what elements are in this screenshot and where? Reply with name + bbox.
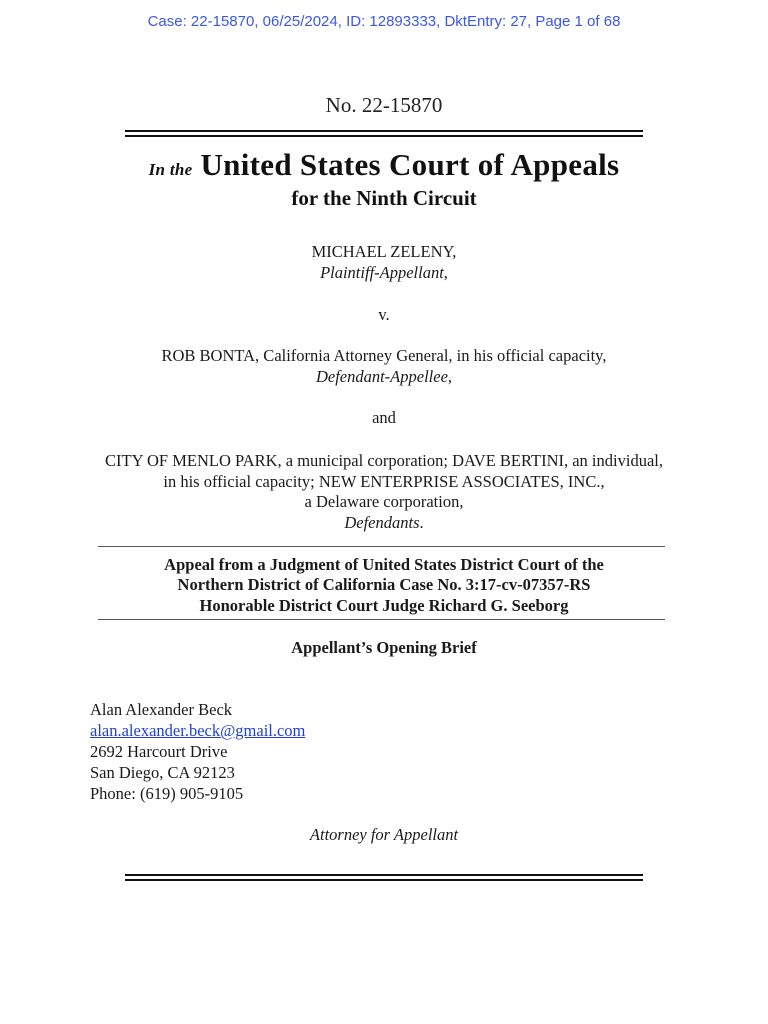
defendants-role-suffix: . [419,513,424,532]
attorney-email-link[interactable]: alan.alexander.beck@gmail.com [90,721,306,740]
attorney-street: 2692 Harcourt Drive [90,742,228,761]
defendants-role: Defendants [344,513,420,532]
top-double-rule [125,130,643,137]
attorney-role: Attorney for Appellant [309,825,459,844]
court-title [0,147,768,183]
appeal-line-1: Appeal from a Judgment of United States District Court of the [164,555,604,574]
defendants-line-2: in his official capacity; NEW ENTERPRISE ASSOCIATES, INC., [163,472,605,491]
defendant-appellee-role-line [0,366,768,387]
plaintiff-role-line [0,262,768,283]
bottom-double-rule [125,874,643,881]
defendants-line-3: a Delaware corporation, [304,492,464,511]
attorney-phone: Phone: (619) 905-9105 [90,784,244,803]
brief-title: Appellant’s Opening Brief [291,638,477,657]
circuit-name: for the Ninth Circuit [291,186,477,210]
attorney-city: San Diego, CA 92123 [90,763,235,782]
conjunction-and: and [372,408,396,427]
docket-stamp: Case: 22-15870, 06/25/2024, ID: 12893333, DktEntry: 27, Page 1 of 68 [147,13,621,30]
plaintiff-name: MICHAEL ZELENY, [311,242,457,261]
defendant-appellee-name: ROB BONTA, California Attorney General, in his official capacity, [161,346,607,365]
defendant-appellee-role-suffix: , [447,367,453,386]
plaintiff-role: Plaintiff-Appellant [320,263,444,282]
appeal-bottom-rule [98,619,665,620]
case-number: No. 22-15870 [325,93,443,117]
attorney-block [90,699,305,804]
court-name: United States Court of Appeals [200,147,620,182]
defendant-appellee-role: Defendant-Appellee [315,367,448,386]
attorney-name: Alan Alexander Beck [90,700,233,719]
court-title-prefix: In the [148,160,193,179]
defendants-line-1: CITY OF MENLO PARK, a municipal corporation; DAVE BERTINI, an individual, [105,451,663,470]
appeal-top-rule [98,546,665,547]
appeal-line-3: Honorable District Court Judge Richard G. Seeborg [199,596,569,615]
versus: v. [378,305,390,324]
appeal-line-2: Northern District of California Case No. 3:17-cv-07357-RS [177,575,591,594]
defendants-role-line [0,512,768,533]
plaintiff-role-suffix: , [443,263,448,282]
